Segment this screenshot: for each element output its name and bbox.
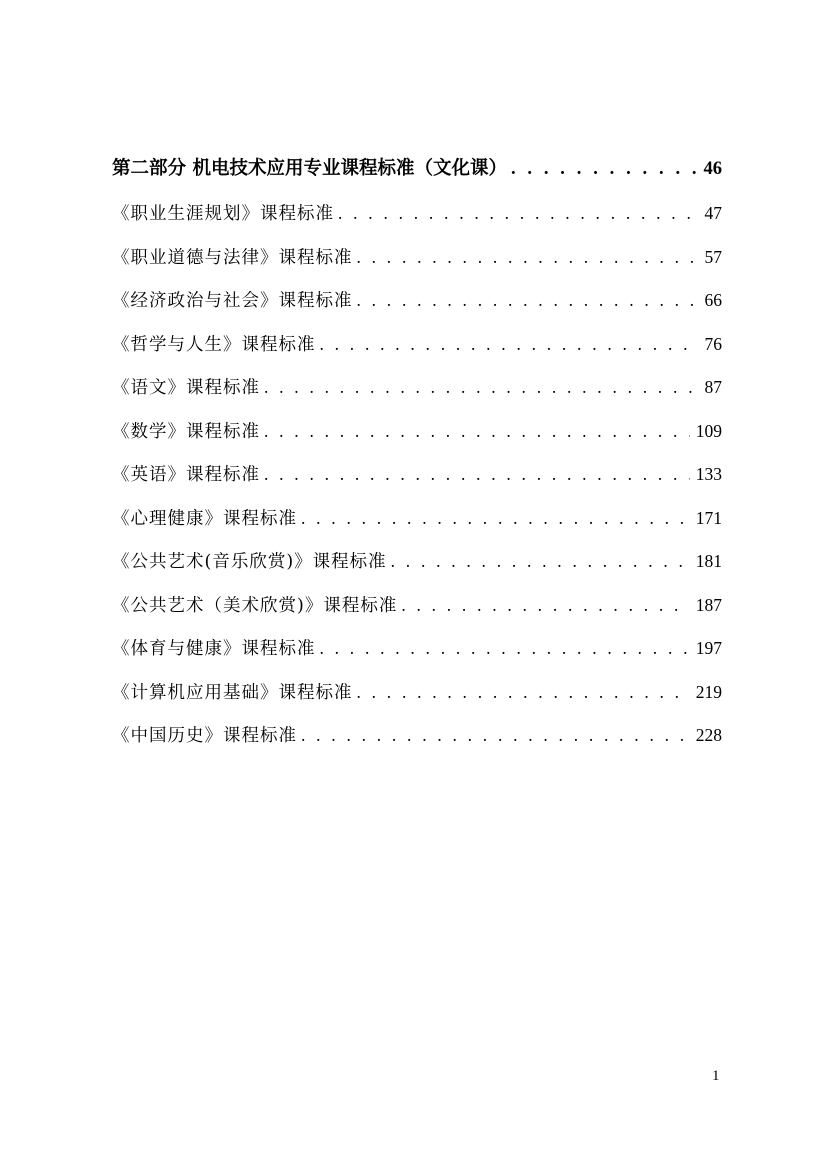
toc-entry-title: 《心理健康》课程标准 bbox=[112, 508, 297, 529]
toc-entry-page: 87 bbox=[704, 377, 722, 397]
toc-entry-page: 47 bbox=[704, 203, 722, 223]
toc-entry-title: 《计算机应用基础》课程标准 bbox=[112, 682, 353, 703]
toc-entry-row[interactable] bbox=[112, 326, 722, 370]
toc-entry-title: 《公共艺术(音乐欣赏)》课程标准 bbox=[112, 552, 387, 572]
toc-entry-row[interactable] bbox=[112, 195, 722, 239]
toc-leader-dots bbox=[401, 587, 689, 623]
toc-entry-row[interactable] bbox=[112, 543, 722, 587]
toc-entry-row[interactable] bbox=[112, 630, 722, 674]
toc-heading-title: 第二部分 机电技术应用专业课程标准（文化课） bbox=[112, 158, 507, 179]
toc-entry-page: 228 bbox=[695, 725, 722, 745]
toc-leader-dots bbox=[264, 369, 696, 405]
toc-entry-page: 181 bbox=[695, 551, 722, 571]
toc-entry-title: 《经济政治与社会》课程标准 bbox=[112, 291, 353, 311]
toc-entry-row[interactable] bbox=[112, 282, 722, 326]
toc-leader-dots bbox=[264, 456, 690, 492]
toc-entry-row[interactable] bbox=[112, 674, 722, 718]
toc-leader-dots bbox=[338, 195, 696, 231]
page-number: 1 bbox=[712, 1068, 720, 1084]
toc-leader-dots bbox=[357, 282, 697, 318]
toc-leader-dots bbox=[320, 630, 690, 666]
toc-entry-page: 171 bbox=[695, 507, 722, 528]
toc-entry-row[interactable] bbox=[112, 413, 722, 457]
toc-heading-row[interactable] bbox=[112, 151, 722, 195]
toc-leader-dots bbox=[301, 500, 690, 536]
toc-entry-page: 57 bbox=[704, 246, 722, 267]
toc-entry-title: 《中国历史》课程标准 bbox=[112, 726, 297, 746]
toc-entry-row[interactable] bbox=[112, 587, 722, 631]
toc-heading-page: 46 bbox=[703, 159, 722, 179]
toc-entry-title: 《职业生涯规划》课程标准 bbox=[112, 204, 334, 224]
toc-leader-dots bbox=[357, 239, 697, 275]
toc-entry-page: 187 bbox=[695, 594, 722, 615]
toc-entry-title: 《职业道德与法律》课程标准 bbox=[112, 247, 353, 268]
toc-leader-dots bbox=[301, 717, 690, 753]
toc-leader-dots bbox=[357, 674, 690, 710]
toc-leader-dots bbox=[511, 151, 696, 187]
toc-entry-title: 《哲学与人生》课程标准 bbox=[112, 334, 316, 355]
toc-entry-title: 《语文》课程标准 bbox=[112, 378, 260, 398]
toc-leader-dots bbox=[320, 326, 697, 362]
toc-entry-title: 《英语》课程标准 bbox=[112, 465, 260, 485]
toc-entry-page: 109 bbox=[695, 420, 722, 441]
toc-entry-page: 219 bbox=[695, 681, 722, 702]
toc-leader-dots bbox=[391, 543, 690, 579]
toc-entry-row[interactable] bbox=[112, 239, 722, 283]
toc-entry-title: 《体育与健康》课程标准 bbox=[112, 639, 316, 659]
toc-entry-row[interactable] bbox=[112, 369, 722, 413]
toc-entry-row[interactable] bbox=[112, 456, 722, 500]
table-of-contents bbox=[112, 151, 722, 761]
toc-entry-row[interactable] bbox=[112, 500, 722, 544]
toc-entry-page: 197 bbox=[695, 638, 722, 658]
toc-entry-row[interactable] bbox=[112, 717, 722, 761]
toc-entry-title: 《数学》课程标准 bbox=[112, 421, 260, 442]
toc-leader-dots bbox=[264, 413, 690, 449]
toc-entry-page: 133 bbox=[695, 464, 722, 484]
toc-entry-title: 《公共艺术（美术欣赏)》课程标准 bbox=[112, 595, 398, 616]
toc-entry-page: 66 bbox=[704, 290, 722, 310]
toc-entry-page: 76 bbox=[704, 333, 722, 354]
